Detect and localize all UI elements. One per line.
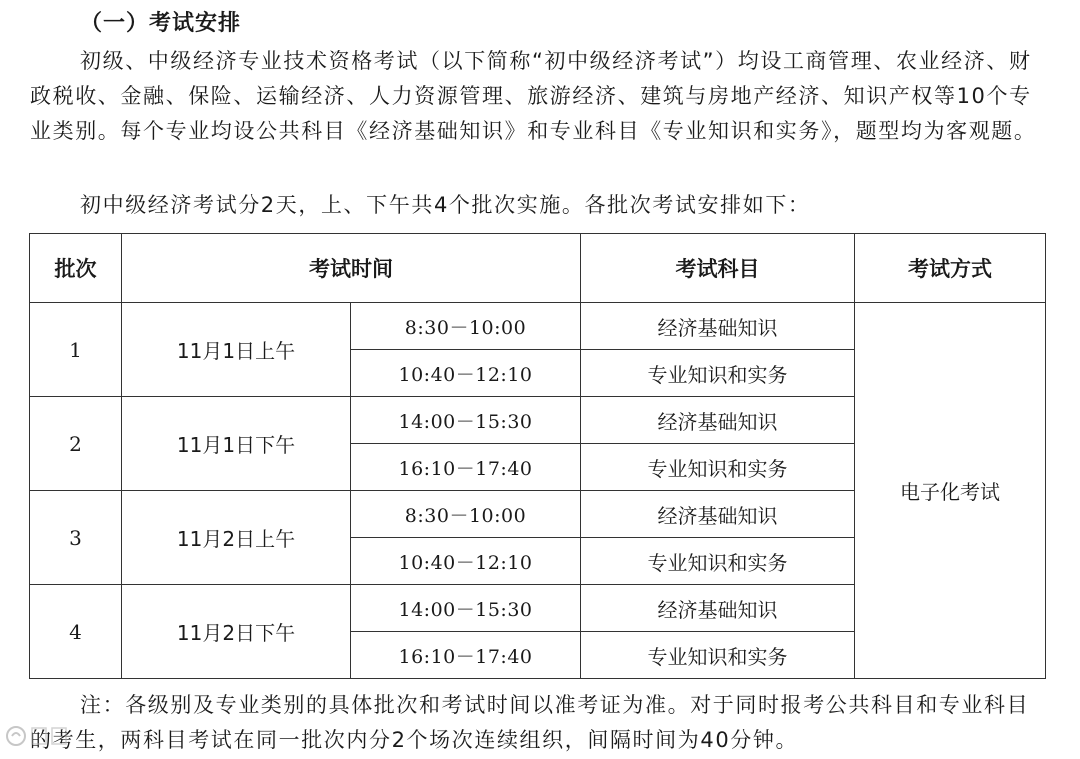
batch-date-cell: 11月2日上午 [122, 491, 351, 585]
header-exam-mode: 考试方式 [855, 234, 1046, 303]
section-heading [80, 8, 241, 40]
intro-paragraph: 初级、中级经济专业技术资格考试（以下简称“初中级经济考试”）均设工商管理、农业经济、财政税收、金融、保险、运输经济、人力资源管理、旅游经济、建筑与房地产经济、知识产权等10个专业类别。每个专业均设公共科目《经济基础知识》和专业科目《专业知识和实务》，题型均为客观题。 [30, 49, 1037, 143]
batch-number-cell: 3 [30, 491, 122, 585]
session-subject-cell: 经济基础知识 [581, 397, 855, 444]
session-time-cell: 10:40－12:10 [351, 350, 581, 397]
header-batch: 批次 [30, 234, 122, 303]
session-time-cell: 14:00－15:30 [351, 397, 581, 444]
section-heading-text: （一）考试安排 [80, 11, 242, 36]
batch-number-cell: 2 [30, 397, 122, 491]
session-subject-cell: 经济基础知识 [581, 303, 855, 350]
batch-date-cell: 11月1日下午 [122, 397, 351, 491]
session-subject-cell: 专业知识和实务 [581, 444, 855, 491]
session-subject-cell: 经济基础知识 [581, 491, 855, 538]
watermark-logo-icon [2, 712, 92, 756]
session-subject-cell: 专业知识和实务 [581, 632, 855, 679]
note-paragraph: 注：各级别及专业类别的具体批次和考试时间以准考证为准。对于同时报考公共科目和专业科目的考生，两科目考试在同一批次内分2个场次连续组织，间隔时间为40分钟。 [30, 693, 1030, 752]
batch-date-cell: 11月2日下午 [122, 585, 351, 679]
session-subject-cell: 专业知识和实务 [581, 538, 855, 585]
session-subject-cell: 经济基础知识 [581, 585, 855, 632]
header-exam-subject: 考试科目 [581, 234, 855, 303]
schedule-intro-paragraph: 初中级经济考试分2天，上、下午共4个批次实施。各批次考试安排如下： [80, 193, 811, 217]
session-time-cell: 14:00－15:30 [351, 585, 581, 632]
session-time-cell: 8:30－10:00 [351, 303, 581, 350]
session-time-cell: 16:10－17:40 [351, 444, 581, 491]
batch-number-cell: 1 [30, 303, 122, 397]
exam-schedule-table [29, 233, 1046, 679]
batch-number-cell: 4 [30, 585, 122, 679]
session-subject-cell: 专业知识和实务 [581, 350, 855, 397]
table-row [30, 303, 1046, 350]
batch-date-cell: 11月1日上午 [122, 303, 351, 397]
exam-mode-cell: 电子化考试 [855, 303, 1046, 679]
header-exam-time: 考试时间 [122, 234, 581, 303]
session-time-cell: 8:30－10:00 [351, 491, 581, 538]
session-time-cell: 16:10－17:40 [351, 632, 581, 679]
session-time-cell: 10:40－12:10 [351, 538, 581, 585]
table-header-row [30, 234, 1046, 303]
